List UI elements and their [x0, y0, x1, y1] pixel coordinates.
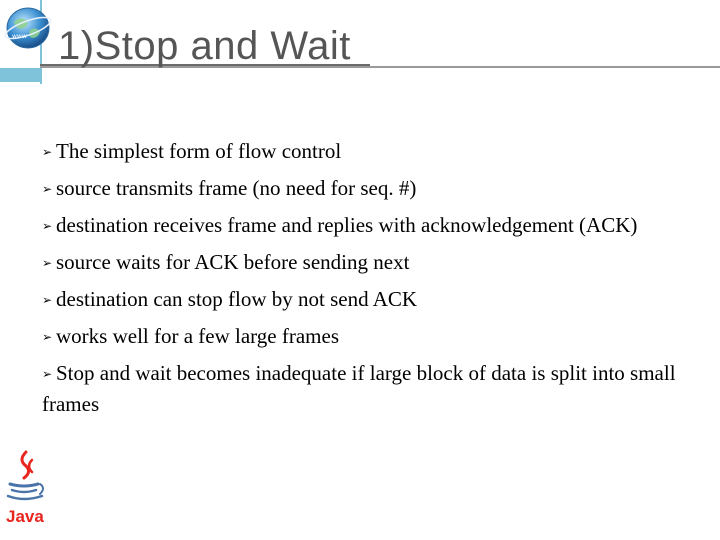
list-item-text: source transmits frame (no need for seq. #): [56, 176, 417, 200]
list-item-text: destination receives frame and replies with acknowledgement (ACK): [56, 213, 638, 237]
list-item: [42, 247, 702, 278]
list-item: [42, 321, 702, 352]
svg-text:www: www: [12, 33, 27, 40]
list-item: [42, 284, 702, 315]
list-item: [42, 358, 702, 419]
list-item: [42, 136, 702, 167]
arrow-bullet-icon: ➢: [42, 293, 53, 307]
list-item: [42, 173, 702, 204]
list-item-text: source waits for ACK before sending next: [56, 250, 410, 274]
java-logo-icon: [2, 448, 48, 528]
arrow-bullet-icon: ➢: [42, 145, 53, 159]
arrow-bullet-icon: ➢: [42, 182, 53, 196]
arrow-bullet-icon: ➢: [42, 256, 53, 270]
arrow-bullet-icon: ➢: [42, 219, 53, 233]
list-item: [42, 210, 702, 241]
arrow-bullet-icon: ➢: [42, 330, 53, 344]
list-item-text: Stop and wait becomes inadequate if large block of data is split into small frames: [42, 361, 676, 416]
java-logo-text: Java: [6, 507, 44, 526]
header-accent-bar: [0, 68, 40, 82]
slide-title: 1)Stop and Wait: [58, 24, 351, 68]
list-item-text: The simplest form of flow control: [56, 139, 342, 163]
list-item-text: works well for a few large frames: [56, 324, 339, 348]
globe-logo-icon: [4, 4, 54, 52]
arrow-bullet-icon: ➢: [42, 367, 53, 381]
list-item-text: destination can stop flow by not send ACK: [56, 287, 418, 311]
bullet-list: [42, 136, 702, 425]
